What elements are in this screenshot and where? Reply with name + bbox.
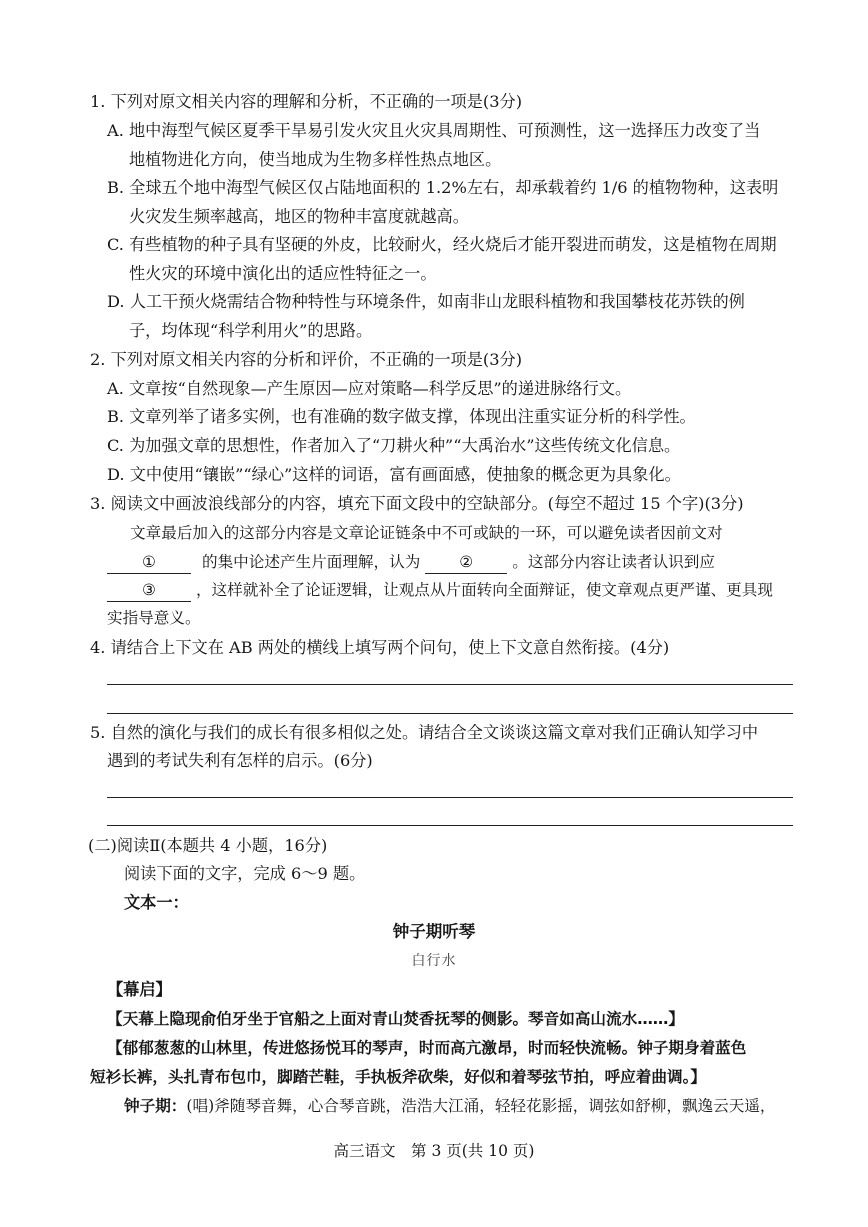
q5-stem-line2: 遇到的考试失利有怎样的启示。(6分) bbox=[107, 751, 373, 770]
q5-answer-line-1[interactable] bbox=[107, 797, 793, 798]
q3-passage-line3 bbox=[107, 579, 773, 602]
q1-option-c-line1: C. 有些植物的种子具有坚硬的外皮，比较耐火，经火烧后才能开裂进而萌发，这是植物在周期 bbox=[107, 235, 777, 254]
q2-option-c: C. 为加强文章的思想性，作者加入了“刀耕火种”“大禹治水”这些传统文化信息。 bbox=[107, 436, 681, 455]
stage-direction-1: 【天幕上隐现俞伯牙坐于官船之上面对青山焚香抚琴的侧影。琴音如高山流水……】 bbox=[107, 1010, 684, 1028]
q2-option-b: B. 文章列举了诸多实例，也有准确的数字做支撑，体现出注重实证分析的科学性。 bbox=[107, 407, 696, 426]
speaker-speech: (唱)斧随琴音舞，心合琴音跳，浩浩大江涌，轻轻花影摇，调弦如舒柳，飘逸云天遥， bbox=[186, 1097, 776, 1115]
q3-blank-2[interactable]: ② bbox=[425, 551, 507, 574]
q2-stem: 2. 下列对原文相关内容的分析和评价，不正确的一项是(3分) bbox=[90, 350, 523, 369]
q1-option-b-line1: B. 全球五个地中海型气候区仅占陆地面积的 1.2%左右，却承载着约 1/6 的植物物种，这表明 bbox=[107, 178, 779, 197]
q3-blank-1[interactable]: ① bbox=[107, 551, 191, 574]
page-footer: 高三语文 第 3 页(共 10 页) bbox=[333, 1142, 535, 1160]
q1-option-d-line1: D. 人工干预火烧需结合物种特性与环境条件，如南非山龙眼科植物和我国攀枝花苏铁的例 bbox=[107, 292, 745, 311]
passage-author: 白行水 bbox=[411, 953, 457, 969]
q1-option-a-line1: A. 地中海型气候区夏季干旱易引发火灾且火灾具周期性、可预测性，这一选择压力改变了当 bbox=[107, 121, 761, 140]
passage-title: 钟子期听琴 bbox=[392, 922, 476, 941]
scene-label: 【幕启】 bbox=[107, 980, 172, 999]
dialogue-line bbox=[124, 1095, 776, 1117]
speaker-name: 钟子期： bbox=[124, 1097, 187, 1115]
section2-heading: (二)阅读Ⅱ(本题共 4 小题，16分) bbox=[88, 836, 328, 855]
q1-option-d-line2: 子，均体现“科学利用火”的思路。 bbox=[129, 321, 373, 340]
q3-blank-3[interactable]: ③ bbox=[107, 579, 191, 602]
q3-passage-text-2b: 。这部分内容让读者认识到应 bbox=[512, 553, 715, 571]
q4-answer-line-a[interactable] bbox=[107, 684, 793, 685]
q3-passage-line4: 实指导意义。 bbox=[107, 609, 201, 627]
q3-passage-text-2a: 的集中论述产生片面理解，认为 bbox=[201, 553, 421, 571]
section2-instruction: 阅读下面的文字，完成 6～9 题。 bbox=[124, 864, 366, 883]
q3-stem: 3. 阅读文中画波浪线部分的内容，填充下面文段中的空缺部分。(每空不超过 15 个字)(3分) bbox=[90, 494, 744, 513]
q2-option-d: D. 文中使用“镶嵌”“绿心”这样的词语，富有画面感，使抽象的概念更为具象化。 bbox=[107, 465, 681, 484]
q5-answer-line-2[interactable] bbox=[107, 825, 793, 826]
q1-option-a-line2: 地植物进化方向，使当地成为生物多样性热点地区。 bbox=[129, 150, 502, 169]
stage-direction-2-line1: 【郁郁葱葱的山林里，传进悠扬悦耳的琴声，时而高亢激昂，时而轻快流畅。钟子期身着蓝色 bbox=[107, 1039, 747, 1057]
q4-answer-line-b[interactable] bbox=[107, 713, 793, 714]
q3-passage-line2 bbox=[107, 551, 715, 574]
q1-option-c-line2: 性火灾的环境中演化出的适应性特征之一。 bbox=[129, 264, 437, 283]
q1-option-b-line2: 火灾发生频率越高，地区的物种丰富度就越高。 bbox=[129, 207, 469, 226]
q5-stem-line1: 5. 自然的演化与我们的成长有很多相似之处。请结合全文谈谈这篇文章对我们正确认知学习中 bbox=[90, 723, 759, 742]
q1-stem: 1. 下列对原文相关内容的理解和分析，不正确的一项是(3分) bbox=[90, 92, 523, 111]
q3-passage-line1: 文章最后加入的这部分内容是文章论证链条中不可或缺的一环，可以避免读者因前文对 bbox=[130, 524, 723, 542]
stage-direction-2-line2: 短衫长裤，头扎青布包巾，脚踏芒鞋，手执板斧砍柴，好似和着琴弦节拍，呼应着曲调。】 bbox=[90, 1068, 706, 1086]
text-one-label: 文本一： bbox=[124, 893, 189, 912]
q3-passage-text-3: ，这样就补全了论证逻辑，让观点从片面转向全面辩证，使文章观点更严谨、更具现 bbox=[195, 581, 773, 599]
q4-stem: 4. 请结合上下文在 AB 两处的横线上填写两个问句，使上下文意自然衔接。(4分) bbox=[90, 638, 670, 657]
q2-option-a: A. 文章按“自然现象—产生原因—应对策略—科学反思”的递进脉络行文。 bbox=[107, 379, 632, 398]
